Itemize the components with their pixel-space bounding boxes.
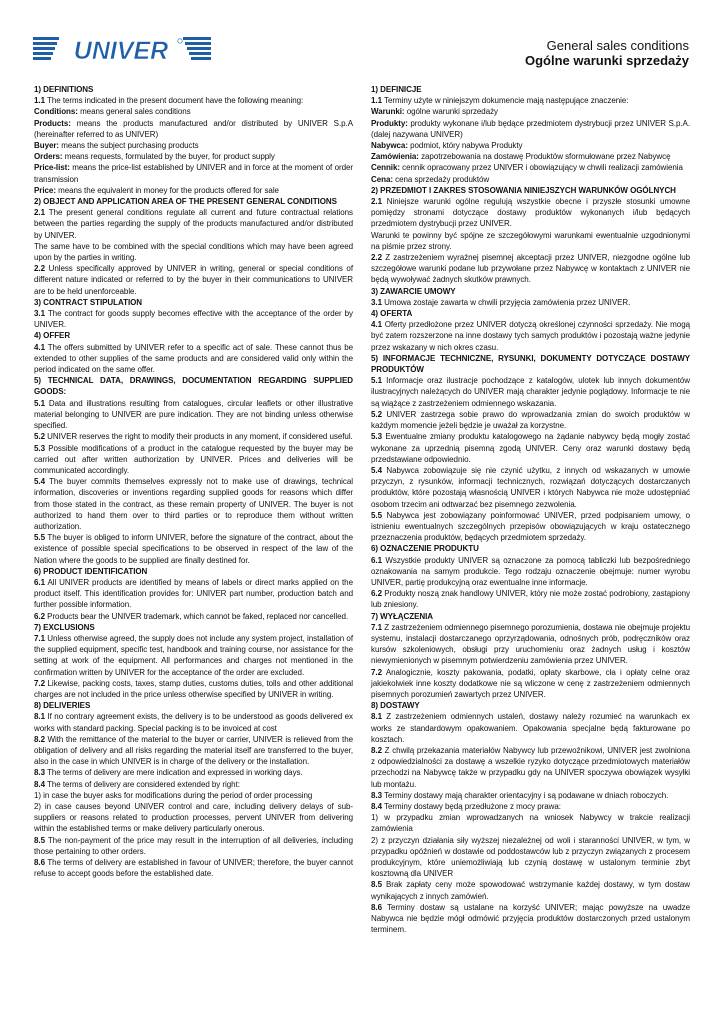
section-heading: 6) PRODUCT IDENTIFICATION [34,566,148,576]
clause-number: 5.5 [34,533,45,543]
section-heading: 5) INFORMACJE TECHNICZNE, RYSUNKI, DOKUMENTY DOTYCZĄCE DOSTAWY PRODUKTÓW [371,353,690,375]
doc-title-english: General sales conditions [546,38,689,53]
clause-number: 2.2 [371,253,382,263]
clause-number: 8.4 [371,802,382,811]
clause-text: The same have to be combined with the special conditions which may have been agreed upon by the parties in writing. [34,241,353,263]
clause-paragraph [34,790,353,801]
clause-paragraph [34,151,353,162]
clause-paragraph [34,633,353,678]
clause-text: Niniejsze warunki ogólne regulują wszystkie obecne i przyszłe stosunki umowne pomiędzy stronami dotyczące dostawy produktów wykonanych i/lub będących przedmiotem dystrybucji przez UNIVER. [371,197,690,229]
clause-number: 5.3 [371,432,382,442]
clause-number: 8.3 [34,768,45,778]
section-heading: 4) OFERTA [371,309,413,319]
clause-text: Terminy dostawy będą przedłużone z mocy prawa: [381,802,561,811]
clause-number: 5.3 [34,443,45,453]
clause-text: Unless specifically approved by UNIVER in writing, general or special conditions of different nature indicated or referred to by the buyer in their communications to UNIVER are to be held unenforceable. [34,264,353,296]
clause-number: Buyer: [34,141,60,151]
clause-text: The offers submitted by UNIVER refer to a specific act of sale. These cannot thus be extended to other supplies of the same products and are considered valid only within the period indicated on the same offer. [34,342,353,375]
clause-text: 2) z przyczyn działania siły wyższej niezależnej od woli i staranności UNIVER, w tym, w przypadku opóźnień w dostawie od poddostawców lub z przyczyn związanych z procesem produkcyjnym, które uniemożliwiają lub czynią dostawę w ustalonym terminie zbyt kosztowną dla UNIVER [371,835,690,879]
clause-text: 1) w przypadku zmian wprowadzanych na wniosek Nabywcy w trakcie realizacji zamówienia [371,813,690,834]
clause-text: ogólne warunki sprzedaży [404,107,499,117]
clause-paragraph [34,611,353,622]
clause-text: Z zastrzeżeniem odmiennych ustaleń, dostawy należy rozumieć na warunkach ex works ze standardowym opakowaniem. Opakowania specjalne będą fakturowane po kosztach. [371,712,690,744]
clause-text: zapotrzebowania na dostawę Produktów sformułowane przez Nabywcę [418,152,671,162]
clause-text: The terms of delivery are mere indication and expressed in working days. [44,768,303,778]
clause-text: means general sales conditions [77,107,191,117]
clause-paragraph [371,431,690,465]
clause-text: 2) in case causes beyond UNIVER control and care, including delivery delays of sub-suppliers or reasons related to production processes, pervent UNIVER from delivering within the established terms or make delivery particularly onerous. [34,802,353,834]
clause-number: 8.1 [34,712,45,722]
clause-text: UNIVER reserves the right to modify their products in any moment, if considered useful. [44,432,353,442]
clause-text: produkty wykonane i/lub będące przedmiotem dystrybucji przez UNIVER S.p.A. (dalej nazywana UNIVER) [371,118,690,139]
clause-paragraph [34,443,353,477]
section-heading: 5) TECHNICAL DATA, DRAWINGS, DOCUMENTATION REGARDING SUPPLIED GOODS: [34,376,353,397]
clause-number: Price-list: [34,163,70,173]
clause-paragraph [34,95,353,106]
clause-paragraph [371,465,690,510]
clause-number: 3.1 [34,309,45,319]
clause-paragraph [371,879,690,901]
clause-number: 3.1 [371,297,382,307]
clause-text: The buyer is obliged to inform UNIVER, before the signature of the contract, about the existence of possible special specifications to be observed in respect of the law of the Nation where the goods to be supplied are finally destined for. [34,533,353,565]
clause-number: Price: [34,185,56,195]
clause-text: Z zastrzeżeniem wyraźnej pisemnej akceptacji przez UNIVER, niezgodne ogólne lub szczegółowe warunki podane lub przywołane przez Nabywcę w kontaktach z UNIVER nie będą wywoływać żadnych skutków prawnych. [371,253,690,285]
clause-number: 6.1 [371,555,382,565]
clause-text: Likewise, packing costs, taxes, stamp duties, customs duties, tolls and other additional charges are not included in the price unless otherwise specified by UNIVER in writing. [34,678,353,699]
clause-paragraph [34,767,353,778]
clause-text: means the subject purchasing products [59,141,199,151]
clause-number: 8.4 [34,779,45,789]
clause-paragraph [371,622,690,667]
clause-number: 4.1 [34,342,45,352]
clause-text: Nabywca zobowiązuje się nie czynić użytku, z innych od wskazanych w umowie przyczyn, z rysunków, informacji technicznych, rozwiązań dotyczących dostarczanych produktów, które pozostają własnością UNIVER i których Nabywca nie może udostępniać osobom trzecim ani odtwarzać bez pisemnego zezwolenia. [371,465,690,509]
clause-paragraph [34,431,353,442]
clause-text: Possible modifications of a product in the catalogue requested by the buyer may be carried out after written authorization by UNIVER. Prices and deliveries will be communicated accordingly. [34,443,353,475]
clause-paragraph [34,162,353,184]
clause-text: Produkty noszą znak handlowy UNIVER, który nie może zostać podrobiony, zastąpiony lub zniesiony. [371,589,690,610]
clause-text: Warunki te powinny być spójne ze szczegółowymi warunkami ewentualnie uzgodnionymi na piśmie przez strony. [371,230,690,251]
doc-title-polish: Ogólne warunki sprzedaży [525,53,689,68]
clause-text: Brak zapłaty ceny może spowodować wstrzymanie każdej dostawy, w tym dostaw wynikających z innych zamówień. [371,880,690,901]
clause-text: means requests, formulated by the buyer, for product supply [62,152,275,162]
clause-text: Products bear the UNIVER trademark, which cannot be faked, replaced nor cancelled. [44,611,349,621]
clause-paragraph [34,678,353,700]
section-heading: 1) DEFINITIONS [34,85,94,94]
english-terms-column [34,84,353,879]
clause-paragraph [371,196,690,230]
clause-paragraph [371,106,690,117]
section-heading: 2) OBJECT AND APPLICATION AREA OF THE PRESENT GENERAL CONDITIONS [34,197,337,207]
clause-number: 6.2 [34,611,45,621]
clause-paragraph [34,577,353,611]
clause-paragraph [371,588,690,610]
clause-number: 6.1 [34,577,45,587]
clause-number: Cena: [371,174,393,184]
clause-text: podmiot, który nabywa Produkty [407,141,523,151]
clause-text: Analogicznie, koszty pakowania, podatki, opłaty skarbowe, cła i opłaty celne oraz jakiekolwiek inne koszty dodatkowe nie są wliczone w cenę z zastrzeżeniem odmiennych pisemnych porozumień zawartych przez UNIVER. [371,667,690,699]
clause-paragraph [34,207,353,241]
clause-paragraph [34,263,353,297]
clause-paragraph [34,118,353,140]
clause-text: Oferty przedłożone przez UNIVER dotyczą określonej czynności sprzedaży. Nie mogą być zatem rozszerzone na inne dostawy tych samych produktów i pozostają ważne jedynie przez wskazany w nich okres czasu. [371,320,690,352]
clause-text: cena sprzedaży produktów [392,174,490,184]
clause-paragraph [34,342,353,376]
clause-paragraph [34,106,353,117]
clause-paragraph [371,151,690,162]
clause-number: Products: [34,118,71,128]
clause-number: 8.1 [371,712,382,722]
clause-number: Nabywca: [371,141,408,151]
clause-paragraph [34,185,353,196]
polish-terms-column [371,84,690,935]
clause-number: Warunki: [371,107,405,117]
clause-number: 7.1 [34,633,45,643]
clause-paragraph [371,230,690,252]
clause-number: 4.1 [371,320,382,330]
clause-number: 2.1 [371,197,382,207]
clause-paragraph [371,140,690,151]
section-heading: 6) OZNACZENIE PRODUKTU [371,544,479,554]
clause-paragraph [371,745,690,790]
clause-paragraph [371,118,690,140]
clause-text: Wszystkie produkty UNIVER są oznaczone za pomocą tabliczki lub bezpośredniego oznakowania na samym produkcie. Tego rodzaju oznaczenie obejmuje: numer wyrobu UNIVER, partię produkcyjną oraz ewentualne inne informacje. [371,555,690,587]
section-heading: 8) DOSTAWY [371,701,420,711]
clause-text: Z zastrzeżeniem odmiennego pisemnego porozumienia, dostawa nie obejmuje projektu systemu, instalacji dostarczanego oprzyrządowania, odnośnych prób, podręczników oraz kursów szkoleniowych, obsługi przy uruchomieniu oraz żadnych usług i kosztów niewymienionych w pisemnym potwierdzeniu zamówienia przez UNIVER. [371,622,690,666]
clause-number: 7.2 [34,678,45,688]
clause-number: 6.2 [371,589,382,599]
clause-text: Nabywca jest zobowiązany poinformować UNIVER, przed podpisaniem umowy, o istnieniu ewentualnych szczególnych przepisów obowiązujących w kraju ostatecznego przeznaczenia produktów, będących przedmiotem sprzedaży. [371,510,690,543]
section-heading: 7) WYŁĄCZENIA [371,611,434,621]
clause-paragraph [371,252,690,286]
clause-number: 5.1 [34,398,45,408]
clause-paragraph [371,812,690,834]
clause-paragraph [34,476,353,532]
clause-paragraph [34,532,353,566]
clause-number: 5.5 [371,510,382,520]
section-heading: 3) ZAWARCIE UMOWY [371,286,456,296]
clause-text: means the price-list established by UNIVER and in force at the moment of order transmission [34,163,353,184]
clause-number: 5.4 [371,465,382,475]
clause-number: Orders: [34,152,63,162]
clause-text: Terminy dostawy mają charakter orientacyjny i są podawane w dniach roboczych. [381,790,669,800]
clause-number: 7.2 [371,667,382,677]
section-heading: 1) DEFINICJE [371,85,422,94]
clause-text: The contract for goods supply becomes effective with the acceptance of the order by UNIVER. [34,309,353,330]
clause-text: All UNIVER products are identified by means of labels or direct marks applied on the product itself. This identification provides for: UNIVER part number, production batch and further possible information. [34,577,353,610]
section-heading: 4) OFFER [34,331,71,341]
clause-paragraph [34,398,353,432]
clause-text: The terms of delivery are considered extended by right: [44,779,240,789]
clause-number: 5.1 [371,376,382,386]
clause-text: Z chwilą przekazania materiałów Nabywcy lub przewoźnikowi, UNIVER jest zwolniona z odpowiedzialności za dostawę a wszelkie ryzyko dotyczące przedmiotowych materiałów przechodzi na Nabywcę także w przypadku gdy na UNIVER spoczywa obowiązek wysyłki lub montażu. [371,745,690,789]
clause-number: 1.1 [371,96,382,106]
clause-text: means the equivalent in money for the products offered for sale [55,185,279,195]
clause-paragraph [34,857,353,879]
clause-paragraph [371,297,690,308]
clause-number: 8.6 [34,858,45,868]
clause-text: The terms of delivery are established in favour of UNIVER; therefore, the buyer cannot refuse to accept goods before the established date. [34,858,353,879]
clause-number: 8.5 [34,835,45,845]
clause-text: The present general conditions regulate all current and future contractual relations between the parties regarding the supply of the products manufactured and/or distributed by UNIVER. [34,208,353,240]
clause-text: The non-payment of the price may result in the interruption of all deliveries, including those pertaining to other orders. [34,835,353,856]
clause-paragraph [371,95,690,106]
clause-text: Terminy dostaw są ustalane na korzyść UNIVER; mając powyższe na uwadze Nabywca nie będzie mógł odmówić przyjęcia produktów dostarczonych przed ustalonym terminem. [371,902,690,935]
section-heading: 8) DELIVERIES [34,701,91,711]
univer-logo [33,37,211,63]
clause-number: 5.2 [34,432,45,442]
clause-paragraph [34,711,353,733]
clause-paragraph [34,140,353,151]
clause-text: The terms indicated in the present document have the following meaning: [44,96,304,106]
clause-number: 8.3 [371,790,382,800]
section-heading: 3) CONTRACT STIPULATION [34,297,143,307]
clause-text: Data and illustrations resulting from catalogues, circular leaflets or other illustrative material belonging to UNIVER are pure indication. They are not binding unless otherwise specified. [34,398,353,431]
clause-paragraph [34,835,353,857]
clause-number: 2.1 [34,208,45,218]
clause-number: 8.6 [371,902,382,912]
clause-text: means the products manufactured and/or distributed by UNIVER S.p.A (hereinafter referred to as UNIVER) [34,118,353,139]
clause-number: 2.2 [34,264,45,274]
clause-paragraph [371,510,690,544]
clause-number: Zamówienia: [371,152,419,162]
clause-paragraph [371,375,690,409]
clause-number: 5.2 [371,409,382,419]
clause-paragraph [371,319,690,353]
clause-text: Unless otherwise agreed, the supply does not include any system project, installation of the supplied equipment, specific test, handbook and training course, nor assistance for the setting at work of the equipment. All performances and charges not mentioned in the confirmation written by UNIVER for the acceptance of the order are excluded. [34,633,353,677]
clause-text: Informacje oraz ilustracje pochodzące z katalogów, ulotek lub innych dokumentów ilustracyjnych należących do UNIVER mają charakter jedynie poglądowy. Informacje te nie są wiążące z zastrzeżeniem odmiennego wskazania. [371,376,690,408]
clause-text: Terminy użyte w niniejszym dokumencie mają następujące znaczenie: [381,96,629,106]
clause-paragraph [371,409,690,431]
clause-paragraph [34,734,353,768]
clause-number: Conditions: [34,107,78,117]
clause-number: 1.1 [34,96,45,106]
clause-number: 7.1 [371,622,382,632]
section-heading: 2) PRZEDMIOT I ZAKRES STOSOWANIA NINIEJSZYCH WARUNKÓW OGÓLNYCH [371,185,676,195]
clause-text: The buyer commits themselves expressly not to make use of drawings, technical information, discoveries or inventions regarding supplied goods for reasons which differ from those stated in the contract, as these remain property of UNIVER. The buyer is not authorized to hand them over to third parties or to reproduce them without written authorization. [34,477,353,531]
clause-number: 8.2 [34,734,45,744]
clause-paragraph [371,902,690,936]
clause-paragraph [371,162,690,173]
clause-number: Produkty: [371,118,408,128]
clause-paragraph [371,174,690,185]
clause-number: 8.5 [371,880,382,890]
clause-paragraph [34,801,353,835]
section-heading: 7) EXCLUSIONS [34,622,95,632]
clause-paragraph [371,555,690,589]
clause-paragraph [34,241,353,263]
clause-number: Cennik: [371,163,400,173]
clause-paragraph [371,835,690,880]
clause-text: Umowa zostaje zawarta w chwili przyjęcia zamówienia przez UNIVER. [381,297,631,307]
clause-text: 1) in case the buyer asks for modifications during the period of order processing [34,790,313,800]
clause-paragraph [371,801,690,812]
clause-text: UNIVER zastrzega sobie prawo do wprowadzania zmian do swoich produktów w każdym momencie jeżeli będzie je uważał za korzystne. [371,409,690,431]
clause-paragraph [371,667,690,701]
clause-paragraph [371,711,690,745]
clause-paragraph [34,779,353,790]
clause-paragraph [34,308,353,330]
clause-text: cennik opracowany przez UNIVER i obowiązujący w chwili realizacji zamówienia [400,163,683,173]
clause-text: If no contrary agreement exists, the delivery is to be understood as goods delivered ex works with standard packing. Special packing is to be invoiced at cost [34,712,353,733]
clause-number: 5.4 [34,477,45,487]
clause-text: Ewentualne zmiany produktu katalogowego na żądanie nabywcy będą mogły zostać wykonane za uprzednią pisemną zgodą UNIVER. Ceny oraz warunki dostawy będą przedstawiane odpowiednio. [371,432,690,464]
clause-number: 8.2 [371,745,382,755]
logo-wordmark: UNIVER [73,37,169,63]
clause-text: With the remittance of the material to the buyer or carrier, UNIVER is relieved from the obligation of delivery and all risks regarding the material itself are transferred to the buyer, also in the case in which UNIVER is in charge of the delivery or the installation. [34,734,353,767]
clause-paragraph [371,790,690,801]
